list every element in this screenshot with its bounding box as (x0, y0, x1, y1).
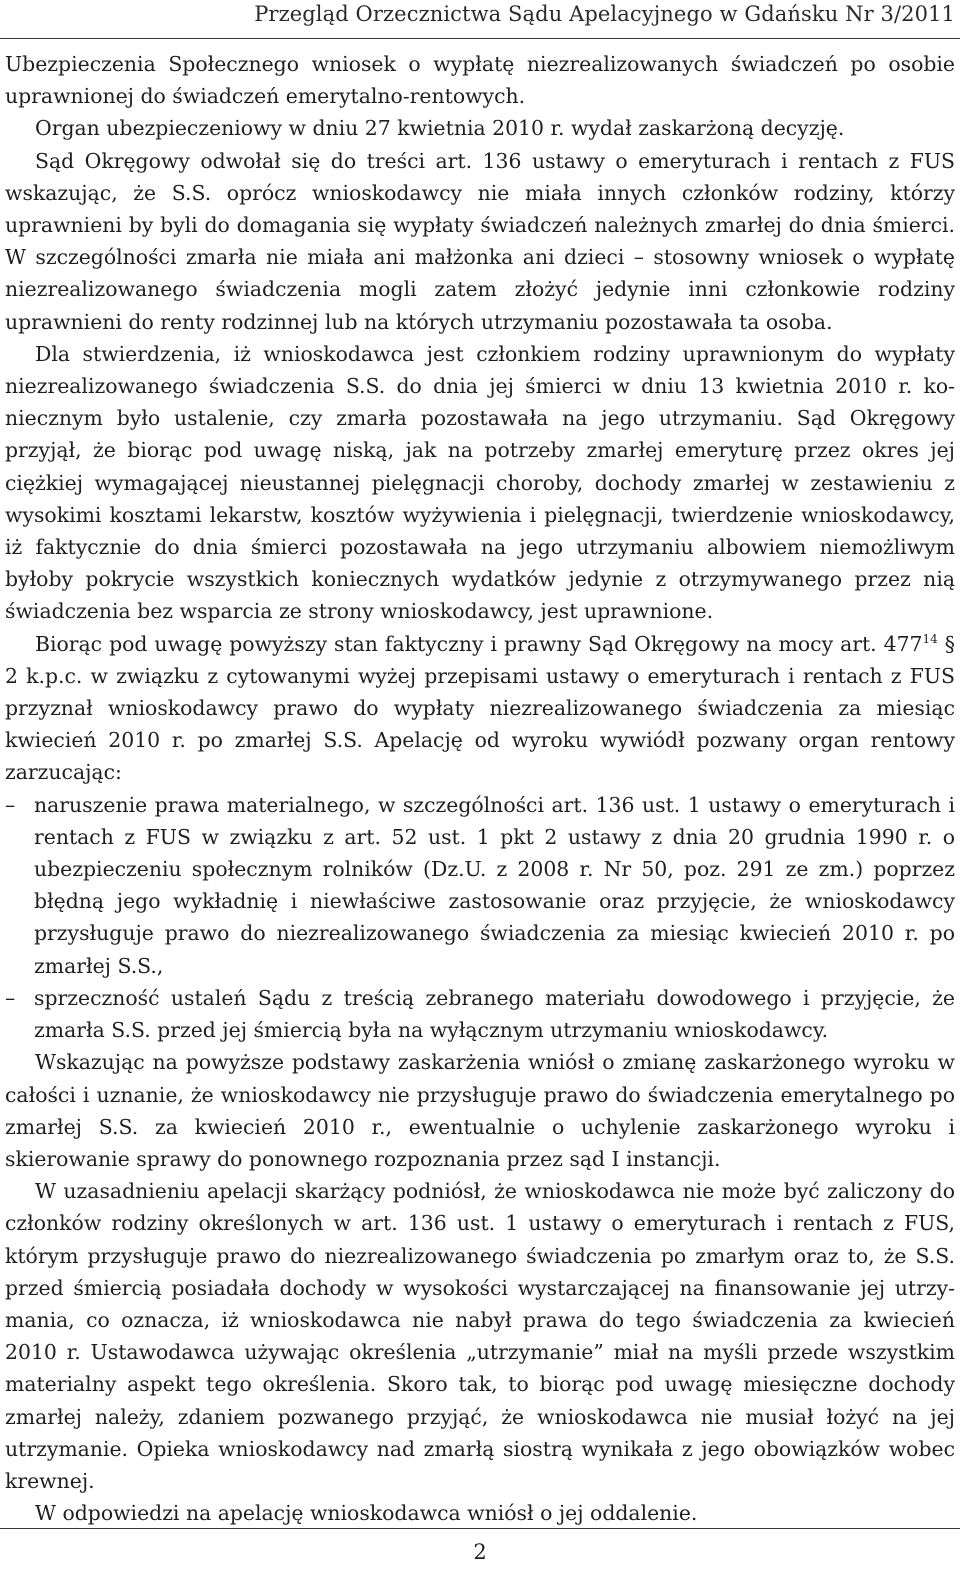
list-item-text: naruszenie prawa materialnego, w szczególności art. 136 ust. 1 ustawy o emeryturach i rentach z FUS w związku z art. 52 ust. 1 pkt 2 ustawy z dnia 20 grudnia 1990 r. o ubezpieczeniu społecznym rolników (Dz.U. z 2008 r. Nr 50, poz. 291 ze zm.) poprzez błędną jego wykładnię i niewłaściwe zastosowanie oraz przyjęcie, że wnioskodawcy przysługuje prawo do niezrealizowanego świadczenia za miesiąc kwiecień 2010 r. po zmarłej S.S., (34, 792, 955, 978)
paragraph: Organ ubezpieczeniowy w dniu 27 kwietnia 2010 r. wydał zaskarżoną decyzję. (35, 116, 845, 141)
paragraph: Sąd Okręgowy odwołał się do treści art. 136 ustawy o emeryturach i rentach z FUS wskazując, że S.S. oprócz wnioskodawcy nie miała innych członków rodziny, którzy uprawnieni by byli do domagania się wypłaty świadczeń należnych zmarłej do dnia śmierci. W szczególności zmarła nie miała ani małżonka ani dzieci – stosowny wniosek o wypłatę niezrealizowanego świadczenia mogli zatem złożyć jedynie inni członkowie rodziny uprawnieni do renty rodzinnej lub na których utrzymaniu pozostawała ta osoba. (5, 148, 955, 334)
document-body (5, 48, 955, 1529)
paragraph (5, 628, 955, 789)
paragraph-continuation: Ubezpieczenia Społecznego wniosek o wypłatę niezrealizowanych świadczeń po osobie uprawnionej do świadczeń emerytalno-rentowych. (5, 52, 955, 109)
list-dash: – (5, 985, 16, 1010)
footer-rule (0, 1528, 960, 1529)
paragraph: W odpowiedzi na apelację wnioskodawca wniósł o jej oddalenie. (35, 1501, 698, 1526)
list-dash: – (5, 792, 16, 817)
header-rule (0, 38, 960, 39)
paragraph-text: § 2 k.p.c. w związku z cytowanymi wyżej przepisami ustawy o emeryturach i rentach z FUS przyznał wnioskodawcy prawo do wypłaty niezrealizowanego świadczenia za miesiąc kwiecień 2010 r. po zmarłej S.S. Apelację od wyroku wywiódł pozwany organ rentowy zarzucając: (5, 631, 955, 785)
running-header: Przegląd Orzecznictwa Sądu Apelacyjnego w Gdańsku Nr 3/2011 (254, 2, 955, 26)
paragraph-text: Biorąc pod uwagę powyższy stan faktyczny i prawny Sąd Okręgowy na mocy art. 477 (35, 631, 923, 656)
paragraph: Dla stwierdzenia, iż wnioskodawca jest członkiem rodziny uprawnionym do wypłaty niezrealizowanego świadczenia S.S. do dnia jej śmierci w dniu 13 kwietnia 2010 r. koniecznym było ustalenie, czy zmarła pozostawała na jego utrzymaniu. Sąd Okręgowy przyjął, że biorąc pod uwagę niską, jak na potrzeby zmarłej emeryturę przez okres jej ciężkiej wymagającej nieustannej pielęgnacji choroby, dochody zmarłej w zestawieniu z wysokimi kosztami lekarstw, kosztów wyżywienia i pielęgnacji, twierdzenie wnioskodawcy, iż faktycznie do dnia śmierci pozostawała na jego utrzymaniu albowiem niemożliwym byłoby pokrycie wszystkich koniecznych wydatków jedynie z otrzymywanego przez nią świadczenia bez wsparcia ze strony wnioskodawcy, jest uprawnione. (5, 341, 955, 624)
superscript-article-number: 14 (922, 631, 938, 646)
paragraph: Wskazując na powyższe podstawy zaskarżenia wniósł o zmianę zaskarżonego wyroku w całości i uznanie, że wnioskodawcy nie przysługuje prawo do świadczenia emerytalnego po zmarłej S.S. za kwiecień 2010 r., ewentualnie o uchylenie zaskarżonego wyroku i skierowanie sprawy do ponownego rozpoznania przez sąd I instancji. (5, 1050, 955, 1171)
list-item (5, 789, 955, 982)
page-number: 2 (473, 1540, 487, 1564)
list-item (5, 982, 955, 1046)
paragraph: W uzasadnieniu apelacji skarżący podniósł, że wnioskodawca nie może być zaliczony do członków rodziny określonych w art. 136 ust. 1 ustawy o emeryturach i rentach z FUS, którym przysługuje prawo do niezrealizowanego świadczenia po zmarłym oraz to, że S.S. przed śmiercią posiadała dochody w wysokości wystarczającej na finansowanie jej utrzymania, co oznacza, iż wnioskodawca nie nabył prawa do tego świadczenia za kwiecień 2010 r. Ustawodawca używając określenia „utrzymanie” miał na myśli przede wszystkim materialny aspekt tego określenia. Skoro tak, to biorąc pod uwagę miesięczne dochody zmarłej należy, zdaniem pozwanego przyjąć, że wnioskodawca nie musiał łożyć na jej utrzymanie. Opieka wnioskodawcy nad zmarłą siostrą wynikała z jego obowiązków wobec krewnej. (5, 1179, 955, 1493)
list-item-text: sprzeczność ustaleń Sądu z treścią zebranego materiału dowodowego i przyjęcie, że zmarła S.S. przed jej śmiercią była na wyłącznym utrzymaniu wnioskodawcy. (34, 985, 955, 1043)
